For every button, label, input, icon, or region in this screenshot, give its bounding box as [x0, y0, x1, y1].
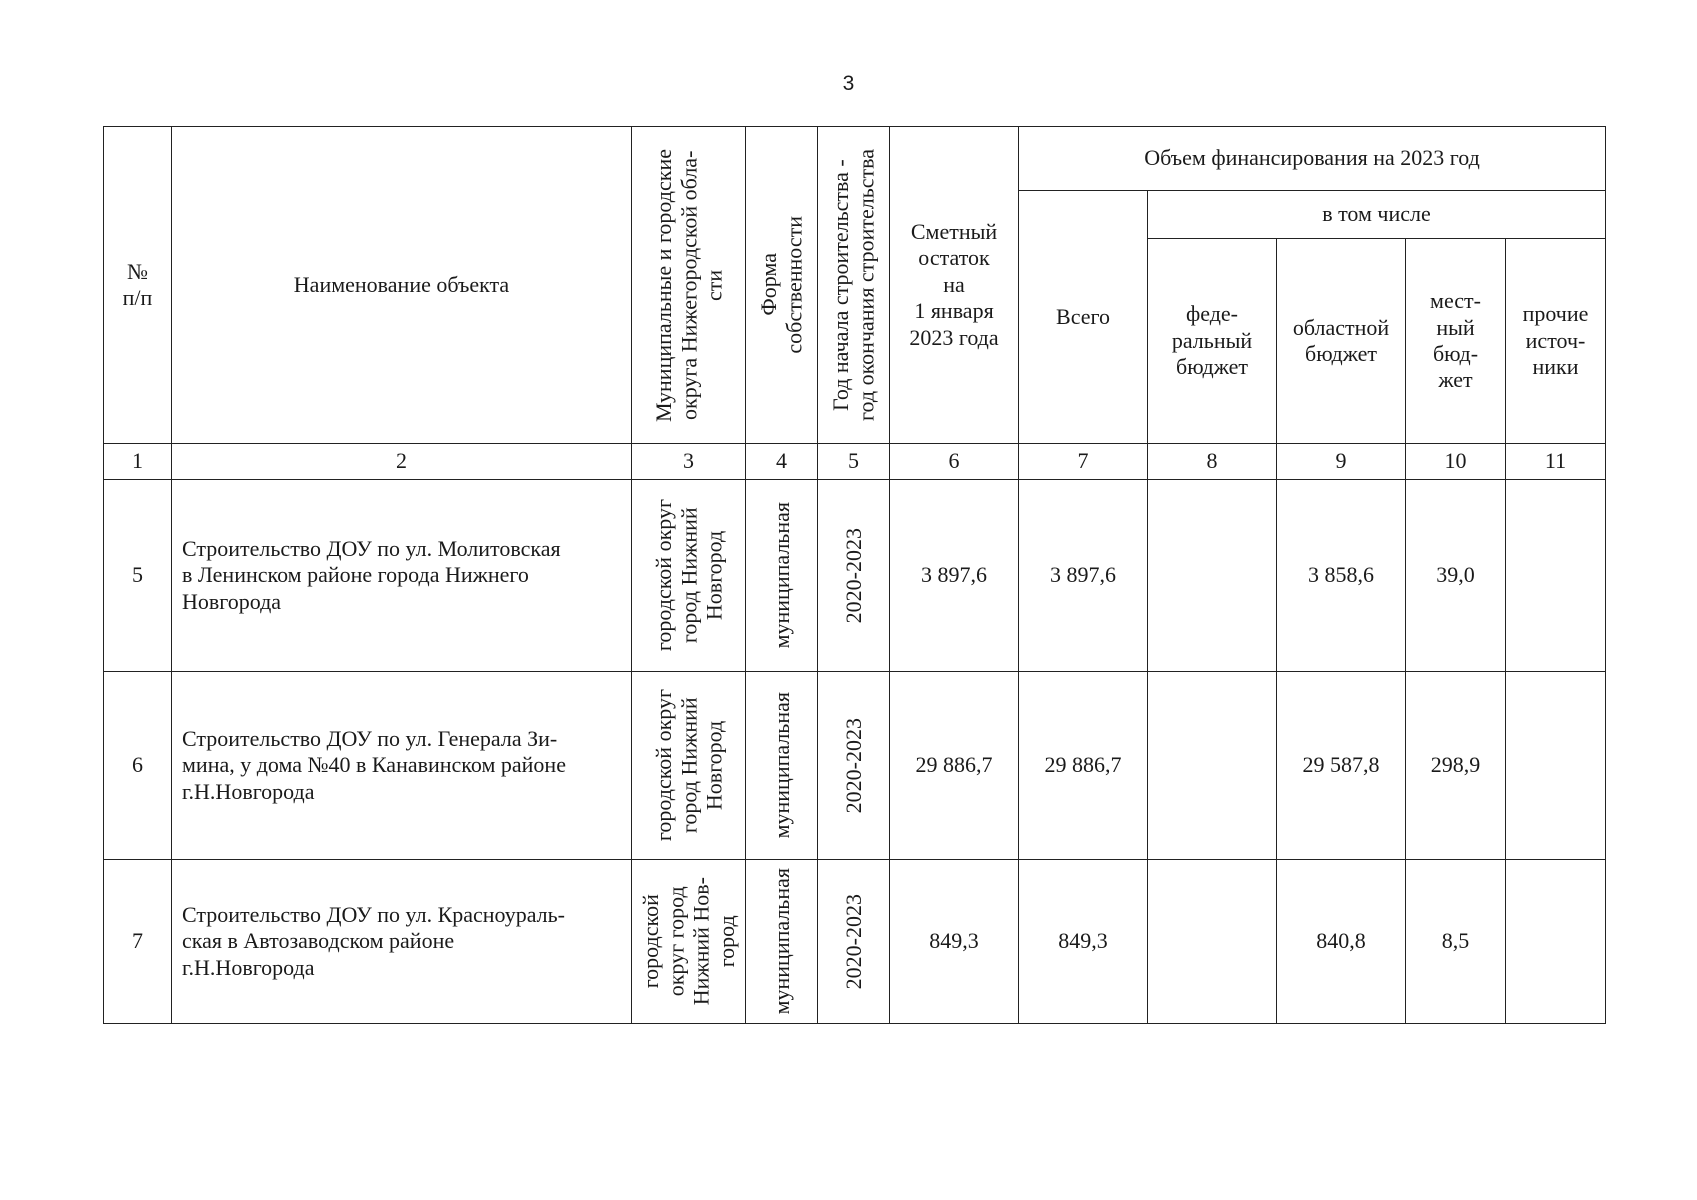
header-total-text: Всего [1056, 303, 1110, 329]
row-years-text: 2020-2023 [840, 893, 866, 990]
header-years [818, 127, 890, 444]
row-estimate: 3 897,6 [890, 480, 1019, 672]
row-regional: 3 858,6 [1277, 480, 1406, 672]
row-other [1506, 672, 1606, 860]
column-number: 7 [1019, 444, 1148, 480]
row-municipality-text: городской округ город Нижний Новгород [650, 499, 727, 652]
header-ownership [746, 127, 818, 444]
column-number: 9 [1277, 444, 1406, 480]
row-ownership [746, 672, 818, 860]
row-regional: 29 587,8 [1277, 672, 1406, 860]
row-years-text: 2020-2023 [840, 717, 866, 814]
header-estimate-text: Сметный остаток на 1 января 2023 года [909, 219, 999, 350]
header-num-text: № п/п [122, 258, 153, 310]
header-federal [1148, 239, 1277, 444]
column-number: 1 [104, 444, 172, 480]
header-local-text: мест- ный бюд- жет [1430, 288, 1481, 393]
row-municipality [632, 480, 746, 672]
row-municipality [632, 672, 746, 860]
column-number: 3 [632, 444, 746, 480]
header-municipality-text: Муниципальные и городские округа Нижегородской обла- сти [650, 148, 727, 422]
row-estimate: 849,3 [890, 860, 1019, 1024]
header-municipality [632, 127, 746, 444]
row-ownership-text: муниципальная [768, 692, 794, 839]
header-total [1019, 191, 1148, 444]
row-name-text: Строительство ДОУ по ул. Красноураль- ская в Автозаводском районе г.Н.Новгорода [182, 901, 566, 980]
row-ownership-text: муниципальная [768, 502, 794, 649]
table-row [104, 860, 1606, 1024]
row-num: 6 [104, 672, 172, 860]
row-ownership [746, 480, 818, 672]
column-number: 10 [1406, 444, 1506, 480]
row-total: 3 897,6 [1019, 480, 1148, 672]
row-total: 29 886,7 [1019, 672, 1148, 860]
page-number: 3 [842, 72, 855, 95]
row-name [172, 672, 632, 860]
header-name [172, 127, 632, 444]
header-funding-group [1019, 127, 1606, 191]
row-name [172, 480, 632, 672]
row-name [172, 860, 632, 1024]
row-name-text: Строительство ДОУ по ул. Генерала Зи- мина, у дома №40 в Канавинском районе г.Н.Новгорода [182, 725, 566, 804]
header-years-text: Год начала строительства - год окончания строительства [828, 149, 879, 421]
header-num [104, 127, 172, 444]
row-total: 849,3 [1019, 860, 1148, 1024]
row-years [818, 672, 890, 860]
row-ownership [746, 860, 818, 1024]
header-including [1148, 191, 1606, 239]
column-number: 6 [890, 444, 1019, 480]
table-row [104, 672, 1606, 860]
row-federal [1148, 672, 1277, 860]
row-municipality [632, 860, 746, 1024]
row-other [1506, 480, 1606, 672]
header-local [1406, 239, 1506, 444]
header-other [1506, 239, 1606, 444]
row-num: 5 [104, 480, 172, 672]
column-number: 4 [746, 444, 818, 480]
column-number: 11 [1506, 444, 1606, 480]
header-regional-text: областной бюджет [1292, 314, 1390, 366]
column-number: 8 [1148, 444, 1277, 480]
header-funding-group-text: Объем финансирования на 2023 год [1144, 145, 1480, 171]
column-number: 5 [818, 444, 890, 480]
header-federal-text: феде- ральный бюджет [1171, 301, 1253, 380]
row-years-text: 2020-2023 [840, 527, 866, 624]
row-regional: 840,8 [1277, 860, 1406, 1024]
row-name-text: Строительство ДОУ по ул. Молитовская в Ленинском районе города Нижнего Новгорода [182, 535, 561, 614]
row-municipality-text: городской округ город Нижний Новгород [650, 689, 727, 842]
row-num: 7 [104, 860, 172, 1024]
row-federal [1148, 860, 1277, 1024]
row-municipality-text: городской округ город Нижний Нов- город [637, 877, 739, 1006]
row-ownership-text: муниципальная [768, 868, 794, 1015]
row-local: 298,9 [1406, 672, 1506, 860]
row-years [818, 860, 890, 1024]
row-estimate: 29 886,7 [890, 672, 1019, 860]
column-number-row [104, 444, 1606, 480]
header-name-text: Наименование объекта [293, 271, 510, 297]
row-local: 39,0 [1406, 480, 1506, 672]
row-federal [1148, 480, 1277, 672]
header-regional [1277, 239, 1406, 444]
table-row [104, 480, 1606, 672]
row-local: 8,5 [1406, 860, 1506, 1024]
header-ownership-text: Форма собственности [756, 216, 807, 354]
header-row [104, 127, 1606, 191]
column-number: 2 [172, 444, 632, 480]
row-years [818, 480, 890, 672]
header-estimate [890, 127, 1019, 444]
header-other-text: прочие источ- ники [1522, 301, 1589, 380]
funding-table [103, 126, 1606, 1024]
row-other [1506, 860, 1606, 1024]
header-including-text: в том числе [1322, 201, 1431, 227]
